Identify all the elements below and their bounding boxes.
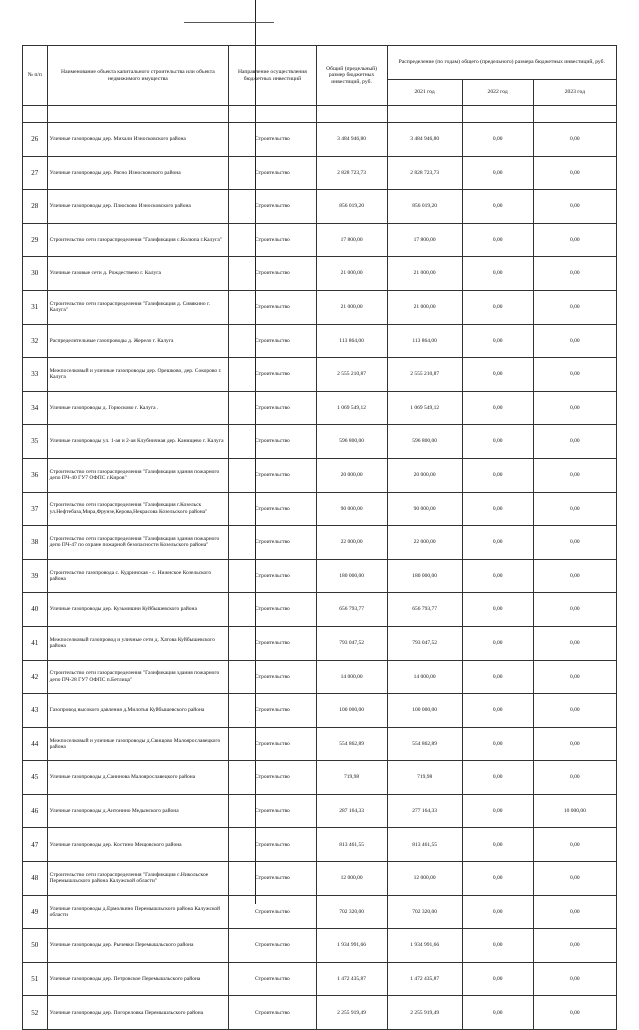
object-name: Уличные газопроводы д.Ермолкино Перемышльского района Калужской области [47,895,229,929]
amount-2022: 0,00 [462,257,533,291]
object-name: Межпоселковый и уличные газопроводы дер. Орешково, дер. Сокорово г. Калуга [47,358,229,392]
amount-2021: 2 255 919,49 [387,996,462,1030]
amount-2021: 21 000,00 [387,290,462,324]
direction-cell: Строительство [229,324,316,358]
table-row [23,290,617,324]
table-row [23,492,617,526]
amount-2021: 856 019,20 [387,190,462,224]
total-amount: 1 934 991,66 [316,929,387,963]
row-number: 51 [23,962,48,996]
amount-2022: 0,00 [462,862,533,896]
amount-2021: 1 069 549,12 [387,391,462,425]
table-row [23,828,617,862]
amount-2021: 17 800,00 [387,223,462,257]
row-number: 38 [23,526,48,560]
amount-2021: 277 164,33 [387,794,462,828]
row-number: 32 [23,324,48,358]
table-row [23,358,617,392]
amount-2023: 0,00 [533,660,616,694]
direction-cell: Строительство [229,929,316,963]
object-name: Газопровод высокого давления д.Милотья Куйбышевского района [47,694,229,728]
amount-2022: 0,00 [462,727,533,761]
row-number: 29 [23,223,48,257]
header-year-2022: 2022 год [462,80,533,106]
amount-2022: 0,00 [462,358,533,392]
total-amount: 596 800,00 [316,425,387,459]
total-amount: 702 320,00 [316,895,387,929]
object-name: Строительство сети газораспределения "Газификация с.Колюпа г.Калуга" [47,223,229,257]
table-row [23,425,617,459]
amount-2021: 180 000,00 [387,559,462,593]
amount-2021: 702 320,00 [387,895,462,929]
row-number: 35 [23,425,48,459]
direction-cell: Строительство [229,660,316,694]
object-name: Уличные газопроводы д.Санинова Малоярославецкого района [47,761,229,795]
amount-2021: 12 000,00 [387,862,462,896]
amount-2023: 0,00 [533,223,616,257]
amount-2023: 0,00 [533,123,616,157]
row-number: 42 [23,660,48,694]
total-amount: 17 800,00 [316,223,387,257]
table-row [23,526,617,560]
row-number: 47 [23,828,48,862]
header-year-2023: 2023 год [533,80,616,106]
investment-table [22,45,617,1030]
amount-2022: 0,00 [462,156,533,190]
table-row [23,694,617,728]
amount-2023: 0,00 [533,962,616,996]
amount-2022: 0,00 [462,660,533,694]
amount-2022: 0,00 [462,694,533,728]
total-amount: 12 000,00 [316,862,387,896]
direction-cell: Строительство [229,794,316,828]
amount-2023: 0,00 [533,996,616,1030]
total-amount: 2 255 919,49 [316,996,387,1030]
amount-2023: 0,00 [533,257,616,291]
object-name: Строительство сети газораспределения "Газификация здания пожарного депо ПЧ-40 ГУ7 ОФПС г.Киров" [47,458,229,492]
table-row [23,156,617,190]
total-amount: 656 793,77 [316,593,387,627]
amount-2022: 0,00 [462,190,533,224]
amount-2022: 0,00 [462,391,533,425]
total-amount: 21 000,00 [316,257,387,291]
table-row [23,996,617,1030]
direction-cell: Строительство [229,962,316,996]
amount-2023: 0,00 [533,895,616,929]
amount-2023: 10 000,00 [533,794,616,828]
table-row [23,223,617,257]
total-amount: 2 828 723,73 [316,156,387,190]
direction-cell: Строительство [229,727,316,761]
amount-2023: 0,00 [533,290,616,324]
amount-2023: 0,00 [533,358,616,392]
object-name: Уличные газопроводы дер. Рясно Износковского района [47,156,229,190]
amount-2022: 0,00 [462,794,533,828]
total-amount: 3 484 946,80 [316,123,387,157]
table-row [23,458,617,492]
amount-2022: 0,00 [462,290,533,324]
table-row [23,626,617,660]
direction-cell: Строительство [229,257,316,291]
row-number: 52 [23,996,48,1030]
row-number: 41 [23,626,48,660]
object-name: Уличные газовые сети д. Рождествено г. Калуга [47,257,229,291]
object-name: Строительство сети газораспределения "Газификация с.Никольское Перемышльского района Калужской области" [47,862,229,896]
header-direction: Направление осуществления бюджетных инвестиций [229,46,316,106]
direction-cell: Строительство [229,593,316,627]
header-name: Наименование объекта капитального строительства или объекта недвижимого имущества [47,46,229,106]
object-name: Уличные газопроводы ул. 1-ая и 2-ая Клубничная дер. Канищево г. Калуга [47,425,229,459]
total-amount: 180 000,00 [316,559,387,593]
row-number: 40 [23,593,48,627]
row-number: 49 [23,895,48,929]
table-row [23,123,617,157]
amount-2023: 0,00 [533,391,616,425]
direction-cell: Строительство [229,223,316,257]
amount-2021: 793 047,52 [387,626,462,660]
object-name: Строительство сети газораспределения "Газификация д. Сивякино г. Калуга" [47,290,229,324]
amount-2022: 0,00 [462,828,533,862]
total-amount: 14 000,00 [316,660,387,694]
table-row [23,895,617,929]
amount-2022: 0,00 [462,895,533,929]
total-amount: 1 472 435,87 [316,962,387,996]
amount-2021: 2 555 210,87 [387,358,462,392]
direction-cell: Строительство [229,626,316,660]
row-number: 36 [23,458,48,492]
total-amount: 21 000,00 [316,290,387,324]
object-name: Уличные газопроводы дер. Рычевки Перемышльского района [47,929,229,963]
table-row [23,794,617,828]
total-amount: 90 000,00 [316,492,387,526]
table-row [23,727,617,761]
row-number: 28 [23,190,48,224]
table-row [23,257,617,291]
amount-2023: 0,00 [533,324,616,358]
object-name: Распределительные газопроводы д. Жерело г. Калуга [47,324,229,358]
amount-2022: 0,00 [462,324,533,358]
amount-2023: 0,00 [533,425,616,459]
object-name: Уличные газопроводы д.Антонино Медынского района [47,794,229,828]
amount-2023: 0,00 [533,492,616,526]
object-name: Уличные газопроводы дер. Погореловка Перемышльского района [47,996,229,1030]
row-number: 46 [23,794,48,828]
amount-2022: 0,00 [462,996,533,1030]
total-amount: 554 862,89 [316,727,387,761]
amount-2022: 0,00 [462,929,533,963]
total-amount: 813 461,55 [316,828,387,862]
header-distribution: Распределение (по годам) общего (предельного) размера бюджетных инвестиций, руб. [387,46,616,80]
amount-2022: 0,00 [462,458,533,492]
direction-cell: Строительство [229,526,316,560]
total-amount: 22 000,00 [316,526,387,560]
object-name: Межпоселковый газопровод и уличные сети д. Хатова Куйбышевского района [47,626,229,660]
amount-2023: 0,00 [533,190,616,224]
header-year-2021: 2021 год [387,80,462,106]
direction-cell: Строительство [229,156,316,190]
table-row [23,559,617,593]
amount-2021: 813 461,55 [387,828,462,862]
direction-cell: Строительство [229,559,316,593]
object-name: Строительство сети газораспределения "Газификация г.Козельск ул.Нефтебаза,Мира,Фрунзе,Керова,Некрасова Козельского района" [47,492,229,526]
direction-cell: Строительство [229,996,316,1030]
total-amount: 20 000,00 [316,458,387,492]
amount-2021: 1 472 435,87 [387,962,462,996]
amount-2022: 0,00 [462,761,533,795]
amount-2022: 0,00 [462,425,533,459]
header-total: Общий (предельный) размер бюджетных инвестиций, руб. [316,46,387,106]
total-amount: 719,98 [316,761,387,795]
table-row [23,660,617,694]
total-amount: 100 000,00 [316,694,387,728]
row-number: 45 [23,761,48,795]
object-name: Уличные газопроводы дер. Петровское Перемышльского района [47,962,229,996]
direction-cell: Строительство [229,694,316,728]
amount-2021: 100 000,00 [387,694,462,728]
amount-2023: 0,00 [533,828,616,862]
object-name: Уличные газопроводы дер. Кузьмишни Куйбышевского района [47,593,229,627]
row-number: 50 [23,929,48,963]
amount-2021: 1 934 991,66 [387,929,462,963]
total-amount: 287 164,33 [316,794,387,828]
row-number: 44 [23,727,48,761]
amount-2021: 3 484 946,80 [387,123,462,157]
object-name: Уличные газопроводы дер. Михали Износковского района [47,123,229,157]
amount-2022: 0,00 [462,626,533,660]
object-name: Строительство газопровода с. Кудринская - с. Нижнское Козельского района [47,559,229,593]
amount-2022: 0,00 [462,962,533,996]
amount-2021: 21 000,00 [387,257,462,291]
direction-cell: Строительство [229,391,316,425]
row-number: 27 [23,156,48,190]
total-amount: 2 555 210,87 [316,358,387,392]
amount-2021: 113 864,00 [387,324,462,358]
amount-2021: 14 000,00 [387,660,462,694]
row-number: 39 [23,559,48,593]
amount-2023: 0,00 [533,458,616,492]
total-amount: 793 047,52 [316,626,387,660]
direction-cell: Строительство [229,761,316,795]
row-number: 30 [23,257,48,291]
object-name: Уличные газопроводы дер. Костино Мещовского района [47,828,229,862]
amount-2023: 0,00 [533,761,616,795]
direction-cell: Строительство [229,862,316,896]
direction-cell: Строительство [229,828,316,862]
amount-2022: 0,00 [462,526,533,560]
amount-2023: 0,00 [533,559,616,593]
amount-2021: 20 000,00 [387,458,462,492]
amount-2021: 2 828 723,73 [387,156,462,190]
table-row [23,862,617,896]
amount-2021: 719,98 [387,761,462,795]
amount-2022: 0,00 [462,492,533,526]
amount-2023: 0,00 [533,526,616,560]
direction-cell: Строительство [229,123,316,157]
object-name: Уличные газопроводы д. Горюсково г. Калуга . [47,391,229,425]
direction-cell: Строительство [229,290,316,324]
row-number: 33 [23,358,48,392]
object-name: Строительство сети газораспределения "Газификация здания пожарного депо ПЧ-47 по охране пожарной безопасности Козельского района" [47,526,229,560]
table-row [23,190,617,224]
table-row [23,761,617,795]
amount-2023: 0,00 [533,694,616,728]
row-number: 37 [23,492,48,526]
amount-2021: 656 793,77 [387,593,462,627]
row-number: 43 [23,694,48,728]
direction-cell: Строительство [229,190,316,224]
amount-2023: 0,00 [533,156,616,190]
scan-mark [184,22,274,23]
object-name: Межпоселковый и уличные газопроводы д.Свищово Малоярославецкого района [47,727,229,761]
table-row [23,324,617,358]
direction-cell: Строительство [229,895,316,929]
amount-2022: 0,00 [462,559,533,593]
table-row [23,391,617,425]
object-name: Уличные газопроводы дер. Плюсково Износковского района [47,190,229,224]
header-num: № п/п [23,46,48,106]
amount-2023: 0,00 [533,593,616,627]
direction-cell: Строительство [229,458,316,492]
amount-2023: 0,00 [533,862,616,896]
amount-2021: 90 000,00 [387,492,462,526]
row-number: 34 [23,391,48,425]
row-number: 31 [23,290,48,324]
amount-2023: 0,00 [533,727,616,761]
amount-2022: 0,00 [462,123,533,157]
direction-cell: Строительство [229,425,316,459]
table-row [23,929,617,963]
total-amount: 856 019,20 [316,190,387,224]
amount-2021: 596 800,00 [387,425,462,459]
amount-2021: 22 000,00 [387,526,462,560]
amount-2022: 0,00 [462,223,533,257]
amount-2023: 0,00 [533,626,616,660]
total-amount: 113 864,00 [316,324,387,358]
object-name: Строительство сети газораспределения "Газификация здания пожарного депо ПЧ-28 ГУ7 ОФПС п.Бетлица" [47,660,229,694]
amount-2022: 0,00 [462,593,533,627]
row-number: 26 [23,123,48,157]
table-row [23,962,617,996]
total-amount: 1 069 549,12 [316,391,387,425]
table-row [23,593,617,627]
direction-cell: Строительство [229,358,316,392]
direction-cell: Строительство [229,492,316,526]
amount-2021: 554 862,89 [387,727,462,761]
amount-2023: 0,00 [533,929,616,963]
row-number: 48 [23,862,48,896]
